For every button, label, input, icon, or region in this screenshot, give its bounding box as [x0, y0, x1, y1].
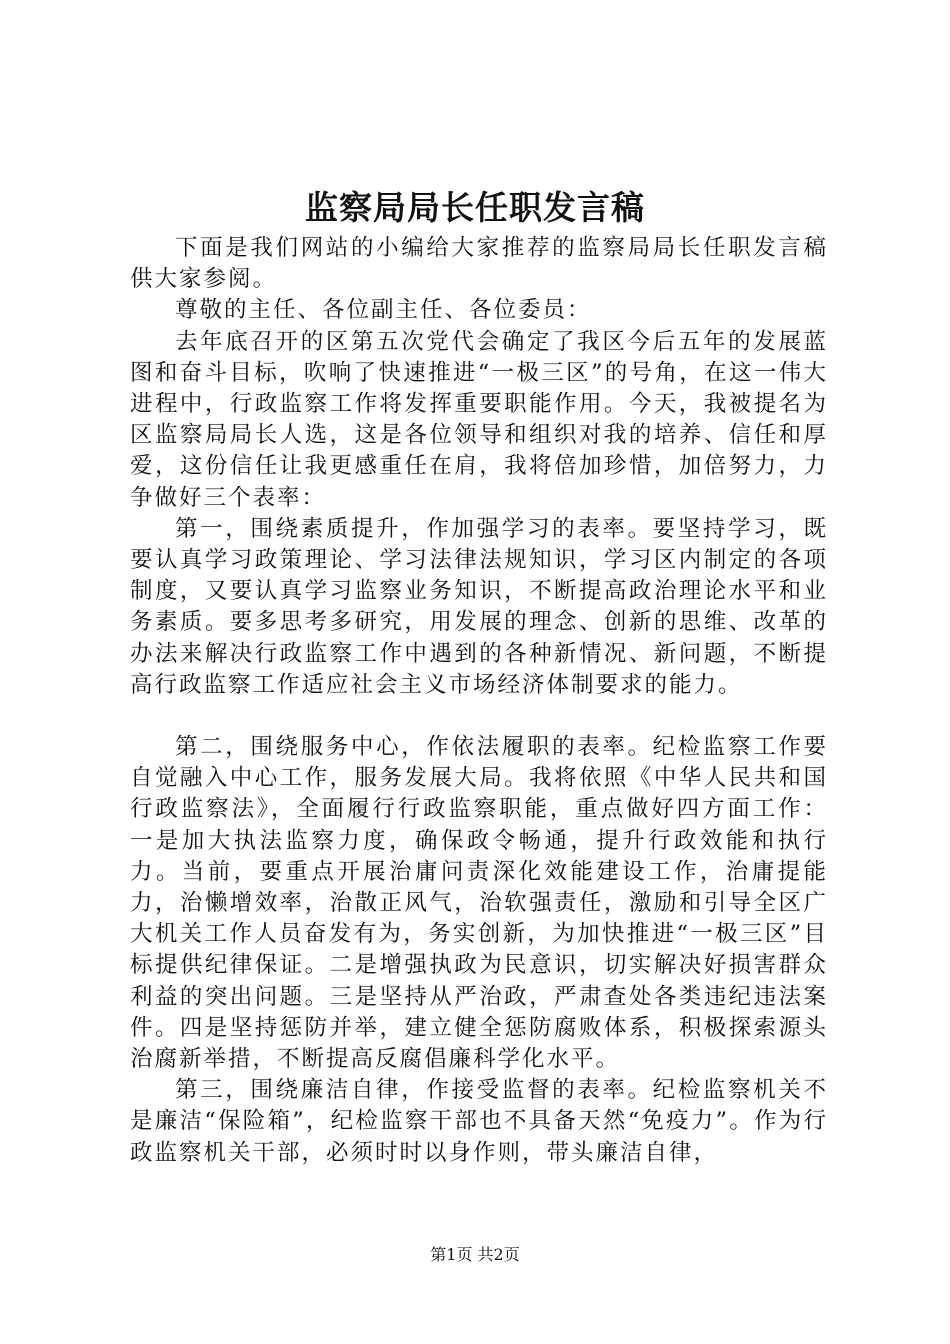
document-title: 监察局局长任职发言稿	[305, 188, 645, 227]
second-point-paragraph: 第二，围绕服务中心，作依法履职的表率。纪检监察工作要自觉融入中心工作，服务发展大局。我将依照《中华人民共和国行政监察法》，全面履行行政监察职能，重点做好四方面工作：一是加大执法监察力度，确保政令畅通，提升行政效能和执行力。当前，要重点开展治庸问责深化效能建设工作，治庸提能力，治懒增效率，治散正风气，治软强责任，激励和引导全区广大机关工作人员奋发有为，务实创新，为加快推进“一极三区”目标提供纪律保证。二是增强执政为民意识，切实解决好损害群众利益的突出问题。三是坚持从严治政，严肃查处各类违纪违法案件。四是坚持惩防并举，建立健全惩防腐败体系，积极探索源头治腐新举措，不断提高反腐倡廉科学化水平。	[130, 734, 828, 1073]
third-point-paragraph: 第三，围绕廉洁自律，作接受监督的表率。纪检监察机关不是廉洁“保险箱”，纪检监察干部也不具备天然“免疫力”。作为行政监察机关干部，必须时时以身作则，带头廉洁自律，	[130, 1077, 828, 1166]
page-footer: 第1页 共2页	[430, 1245, 520, 1264]
first-point-paragraph: 第一，围绕素质提升，作加强学习的表率。要坚持学习，既要认真学习政策理论、学习法律法规知识，学习区内制定的各项制度，又要认真学习监察业务知识，不断提高政治理论水平和业务素质。要多思考多研究，用发展的理念、创新的思维、改革的办法来解决行政监察工作中遇到的各种新情况、新问题，不断提高行政监察工作适应社会主义市场经济体制要求的能力。	[130, 515, 828, 698]
document-body	[130, 233, 828, 1169]
salutation-paragraph: 尊敬的主任、各位副主任、各位委员：	[175, 297, 592, 324]
intro-paragraph: 下面是我们网站的小编给大家推荐的监察局局长任职发言稿供大家参阅。	[130, 235, 828, 293]
opening-paragraph: 去年底召开的区第五次党代会确定了我区今后五年的发展蓝图和奋斗目标，吹响了快速推进“一极三区”的号角，在这一伟大进程中，行政监察工作将发挥重要职能作用。今天，我被提名为区监察局局长人选，这是各位领导和组织对我的培养、信任和厚爱，这份信任让我更感重任在肩，我将倍加珍惜，加倍努力，力争做好三个表率：	[130, 328, 828, 511]
